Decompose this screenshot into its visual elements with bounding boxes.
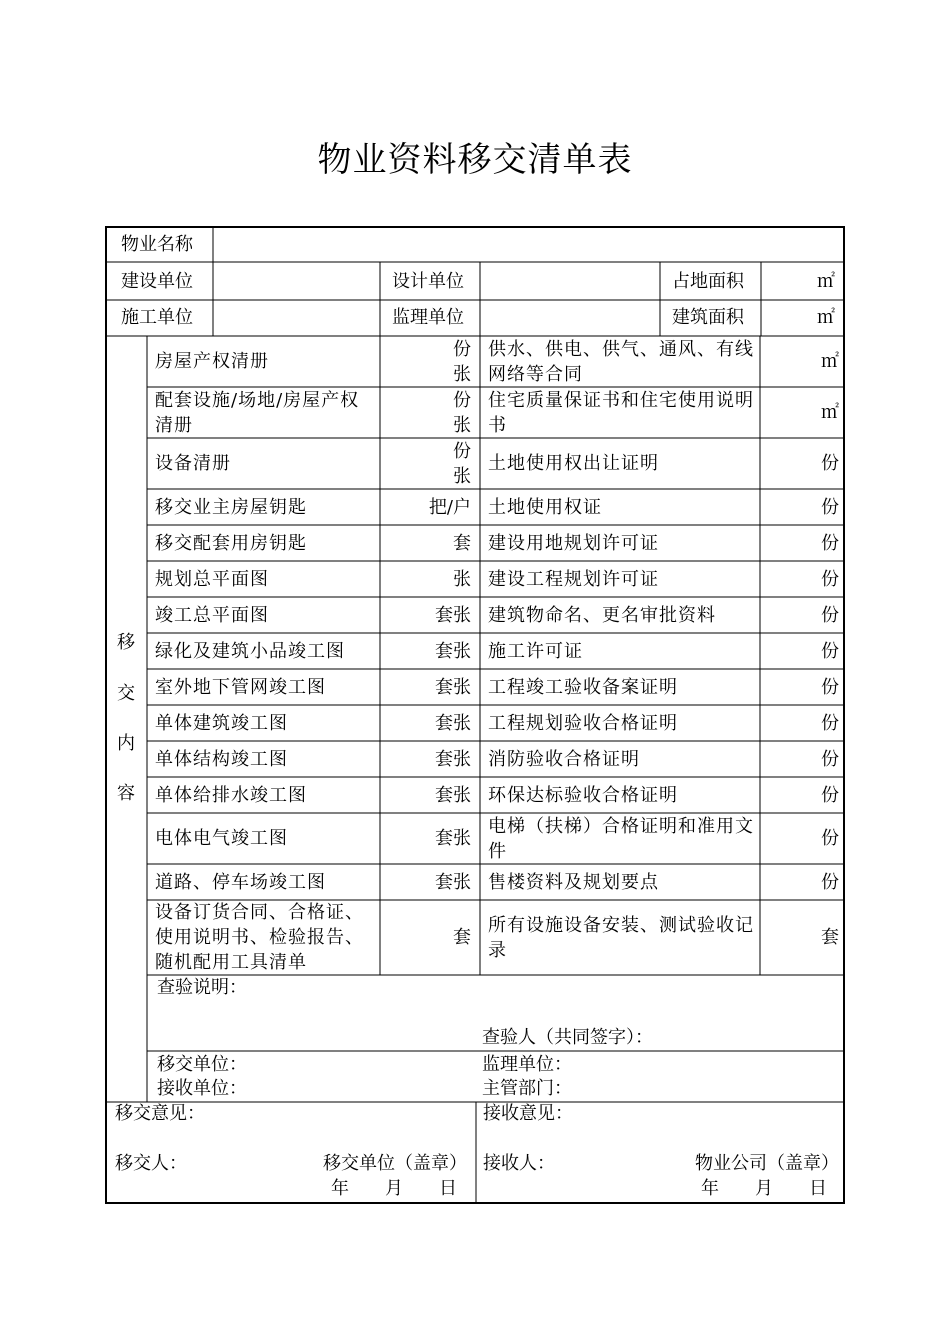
item-left-unit — [383, 705, 471, 741]
item-left-unit-text: 张 — [453, 568, 471, 590]
item-left-unit — [383, 387, 471, 438]
receiving-unit-label: 接收单位： — [157, 1078, 247, 1099]
item-right-name-text: 施工许可证 — [488, 640, 583, 662]
supervisor-label: 监理单位 — [392, 307, 464, 328]
item-left-unit — [383, 900, 471, 975]
receive-opinion-label: 接收意见： — [483, 1103, 573, 1124]
item-left-name-text: 室外地下管网竣工图 — [155, 676, 326, 698]
item-right-unit-text: 份 — [821, 453, 839, 474]
handover-form — [105, 226, 845, 1204]
item-right-unit-text: ㎡ — [821, 351, 839, 372]
item-right-name-text: 供水、供电、供气、通风、有线网络等合同 — [488, 338, 754, 385]
item-right-unit — [763, 705, 839, 741]
section-label-char: 内 — [117, 733, 135, 754]
item-left-unit-text: 套张 — [435, 748, 471, 770]
item-right-unit — [763, 336, 839, 387]
item-right-name — [488, 525, 756, 561]
item-left-name — [155, 597, 377, 633]
item-left-unit-text: 套张 — [435, 640, 471, 662]
supervisor-field[interactable] — [482, 302, 658, 334]
building-area-label: 建筑面积 — [672, 307, 744, 328]
handover-opinion-label: 移交意见： — [115, 1103, 205, 1124]
item-left-unit — [383, 777, 471, 813]
handover-unit-label: 移交单位： — [157, 1054, 247, 1075]
item-left-unit-text: 套张 — [435, 828, 471, 849]
item-right-name — [488, 777, 756, 813]
item-right-unit-text: 份 — [821, 640, 839, 662]
item-right-unit-text: 份 — [821, 496, 839, 518]
page-title: 物业资料移交清单表 — [317, 140, 633, 180]
item-left-unit — [383, 633, 471, 669]
item-left-unit-text: 套张 — [435, 676, 471, 698]
constructor-field[interactable] — [215, 302, 378, 334]
item-right-name-text: 电梯（扶梯）合格证明和准用文件 — [488, 815, 754, 862]
item-right-unit — [763, 525, 839, 561]
item-right-unit-text: 套 — [821, 927, 839, 948]
item-left-unit-text: 套张 — [435, 871, 471, 893]
constructor-label: 施工单位 — [121, 307, 193, 328]
item-left-name — [155, 387, 377, 438]
item-right-name — [488, 864, 756, 900]
item-left-name-text: 配套设施/场地/房屋产权清册 — [155, 389, 360, 436]
item-left-name — [155, 741, 377, 777]
item-right-name — [488, 561, 756, 597]
item-right-name — [488, 669, 756, 705]
inspection-note-label: 查验说明： — [157, 977, 247, 998]
item-right-name-text: 住宅质量保证书和住宅使用说明书 — [488, 389, 754, 436]
handover-date-label: 年 月 日 — [331, 1178, 457, 1199]
item-right-unit — [763, 387, 839, 438]
item-left-unit — [383, 438, 471, 489]
item-left-name-text: 单体建筑竣工图 — [155, 712, 288, 734]
item-left-name-text: 房屋产权清册 — [155, 351, 269, 372]
item-left-unit — [383, 669, 471, 705]
item-left-unit-text: 套张 — [435, 604, 471, 626]
item-right-name — [488, 813, 756, 864]
land-area-label: 占地面积 — [672, 271, 744, 292]
item-right-unit-text: 份 — [821, 532, 839, 554]
item-right-unit — [763, 900, 839, 975]
item-right-unit — [763, 489, 839, 525]
handover-person-label: 移交人： — [115, 1153, 187, 1174]
item-left-name-text: 竣工总平面图 — [155, 604, 269, 626]
item-right-name-text: 土地使用权证 — [488, 496, 602, 518]
item-right-name-text: 工程规划验收合格证明 — [488, 712, 678, 734]
item-right-name-text: 环保达标验收合格证明 — [488, 784, 678, 806]
item-left-name — [155, 777, 377, 813]
item-right-name-text: 所有设施设备安装、测试验收记录 — [488, 914, 754, 961]
item-left-unit — [383, 336, 471, 387]
item-right-unit — [763, 864, 839, 900]
item-right-name — [488, 900, 756, 975]
item-right-name-text: 建筑物命名、更名审批资料 — [488, 604, 716, 626]
builder-field[interactable] — [215, 264, 378, 298]
item-left-unit — [383, 741, 471, 777]
competent-dept-label: 主管部门： — [482, 1078, 572, 1099]
item-left-unit-text: 份 张 — [453, 440, 471, 487]
item-right-name — [488, 489, 756, 525]
item-left-unit — [383, 813, 471, 864]
item-right-unit-text: 份 — [821, 748, 839, 770]
item-left-name — [155, 489, 377, 525]
item-left-unit-text: 份 张 — [453, 389, 471, 436]
item-right-name — [488, 741, 756, 777]
building-area-field[interactable]: ㎡ — [817, 307, 835, 328]
item-right-unit — [763, 633, 839, 669]
item-left-name — [155, 438, 377, 489]
item-left-unit-text: 套 — [453, 532, 471, 554]
item-left-unit — [383, 561, 471, 597]
item-right-name-text: 建设用地规划许可证 — [488, 532, 659, 554]
item-right-unit-text: 份 — [821, 568, 839, 590]
item-right-name — [488, 336, 756, 387]
item-left-name — [155, 864, 377, 900]
item-left-name — [155, 525, 377, 561]
land-area-field[interactable]: ㎡ — [817, 271, 835, 292]
designer-label: 设计单位 — [392, 271, 464, 292]
property-name-field[interactable] — [215, 228, 841, 260]
item-right-name-text: 工程竣工验收备案证明 — [488, 676, 678, 698]
item-left-name-text: 移交业主房屋钥匙 — [155, 496, 307, 518]
item-right-unit — [763, 438, 839, 489]
item-left-name-text: 电体电气竣工图 — [155, 828, 288, 849]
item-left-name-text: 道路、停车场竣工图 — [155, 871, 326, 893]
item-right-name — [488, 387, 756, 438]
item-right-unit — [763, 813, 839, 864]
section-label-char: 容 — [117, 783, 135, 804]
item-right-name-text: 土地使用权出让证明 — [488, 453, 659, 474]
item-left-unit — [383, 489, 471, 525]
item-left-name-text: 绿化及建筑小品竣工图 — [155, 640, 345, 662]
section-label-char: 交 — [117, 683, 135, 704]
receive-date-label: 年 月 日 — [701, 1178, 827, 1199]
item-left-name — [155, 336, 377, 387]
item-right-name-text: 售楼资料及规划要点 — [488, 871, 659, 893]
item-left-unit — [383, 864, 471, 900]
item-right-name-text: 消防验收合格证明 — [488, 748, 640, 770]
receive-person-label: 接收人： — [483, 1153, 555, 1174]
item-left-unit-text: 套 — [453, 927, 471, 948]
supervision-unit-label: 监理单位： — [482, 1054, 572, 1075]
item-right-unit — [763, 669, 839, 705]
item-left-name — [155, 669, 377, 705]
item-left-unit — [383, 597, 471, 633]
item-right-unit — [763, 777, 839, 813]
item-right-name — [488, 438, 756, 489]
item-right-unit-text: 份 — [821, 676, 839, 698]
item-left-unit-text: 套张 — [435, 712, 471, 734]
item-right-unit-text: ㎡ — [821, 402, 839, 423]
receive-seal-label: 物业公司（盖章） — [695, 1153, 839, 1174]
item-left-name-text: 单体结构竣工图 — [155, 748, 288, 770]
item-left-name-text: 规划总平面图 — [155, 568, 269, 590]
item-left-name-text: 单体给排水竣工图 — [155, 784, 307, 806]
item-left-name — [155, 813, 377, 864]
item-left-unit-text: 套张 — [435, 784, 471, 806]
handover-seal-label: 移交单位（盖章） — [323, 1153, 467, 1174]
property-name-label: 物业名称 — [121, 234, 193, 255]
item-right-unit-text: 份 — [821, 828, 839, 849]
item-left-name-text: 移交配套用房钥匙 — [155, 532, 307, 554]
item-right-unit-text: 份 — [821, 784, 839, 806]
item-right-unit — [763, 741, 839, 777]
item-left-unit-text: 把/户 — [428, 496, 471, 518]
item-right-name-text: 建设工程规划许可证 — [488, 568, 659, 590]
item-left-name — [155, 705, 377, 741]
item-right-unit — [763, 597, 839, 633]
item-right-unit — [763, 561, 839, 597]
item-right-name — [488, 597, 756, 633]
item-left-unit-text: 份 张 — [453, 338, 471, 385]
item-right-unit-text: 份 — [821, 712, 839, 734]
inspector-signature-label: 查验人（共同签字）： — [482, 1027, 653, 1048]
item-left-name-text: 设备订货合同、合格证、使用说明书、检验报告、随机配用工具清单 — [155, 902, 364, 973]
item-left-name — [155, 633, 377, 669]
item-right-name — [488, 633, 756, 669]
item-right-unit-text: 份 — [821, 604, 839, 626]
section-label-char: 移 — [117, 632, 135, 653]
item-right-unit-text: 份 — [821, 871, 839, 893]
item-right-name — [488, 705, 756, 741]
designer-field[interactable] — [482, 264, 658, 298]
item-left-name-text: 设备清册 — [155, 453, 231, 474]
builder-label: 建设单位 — [121, 271, 193, 292]
item-left-name — [155, 561, 377, 597]
item-left-name — [155, 900, 377, 975]
item-left-unit — [383, 525, 471, 561]
